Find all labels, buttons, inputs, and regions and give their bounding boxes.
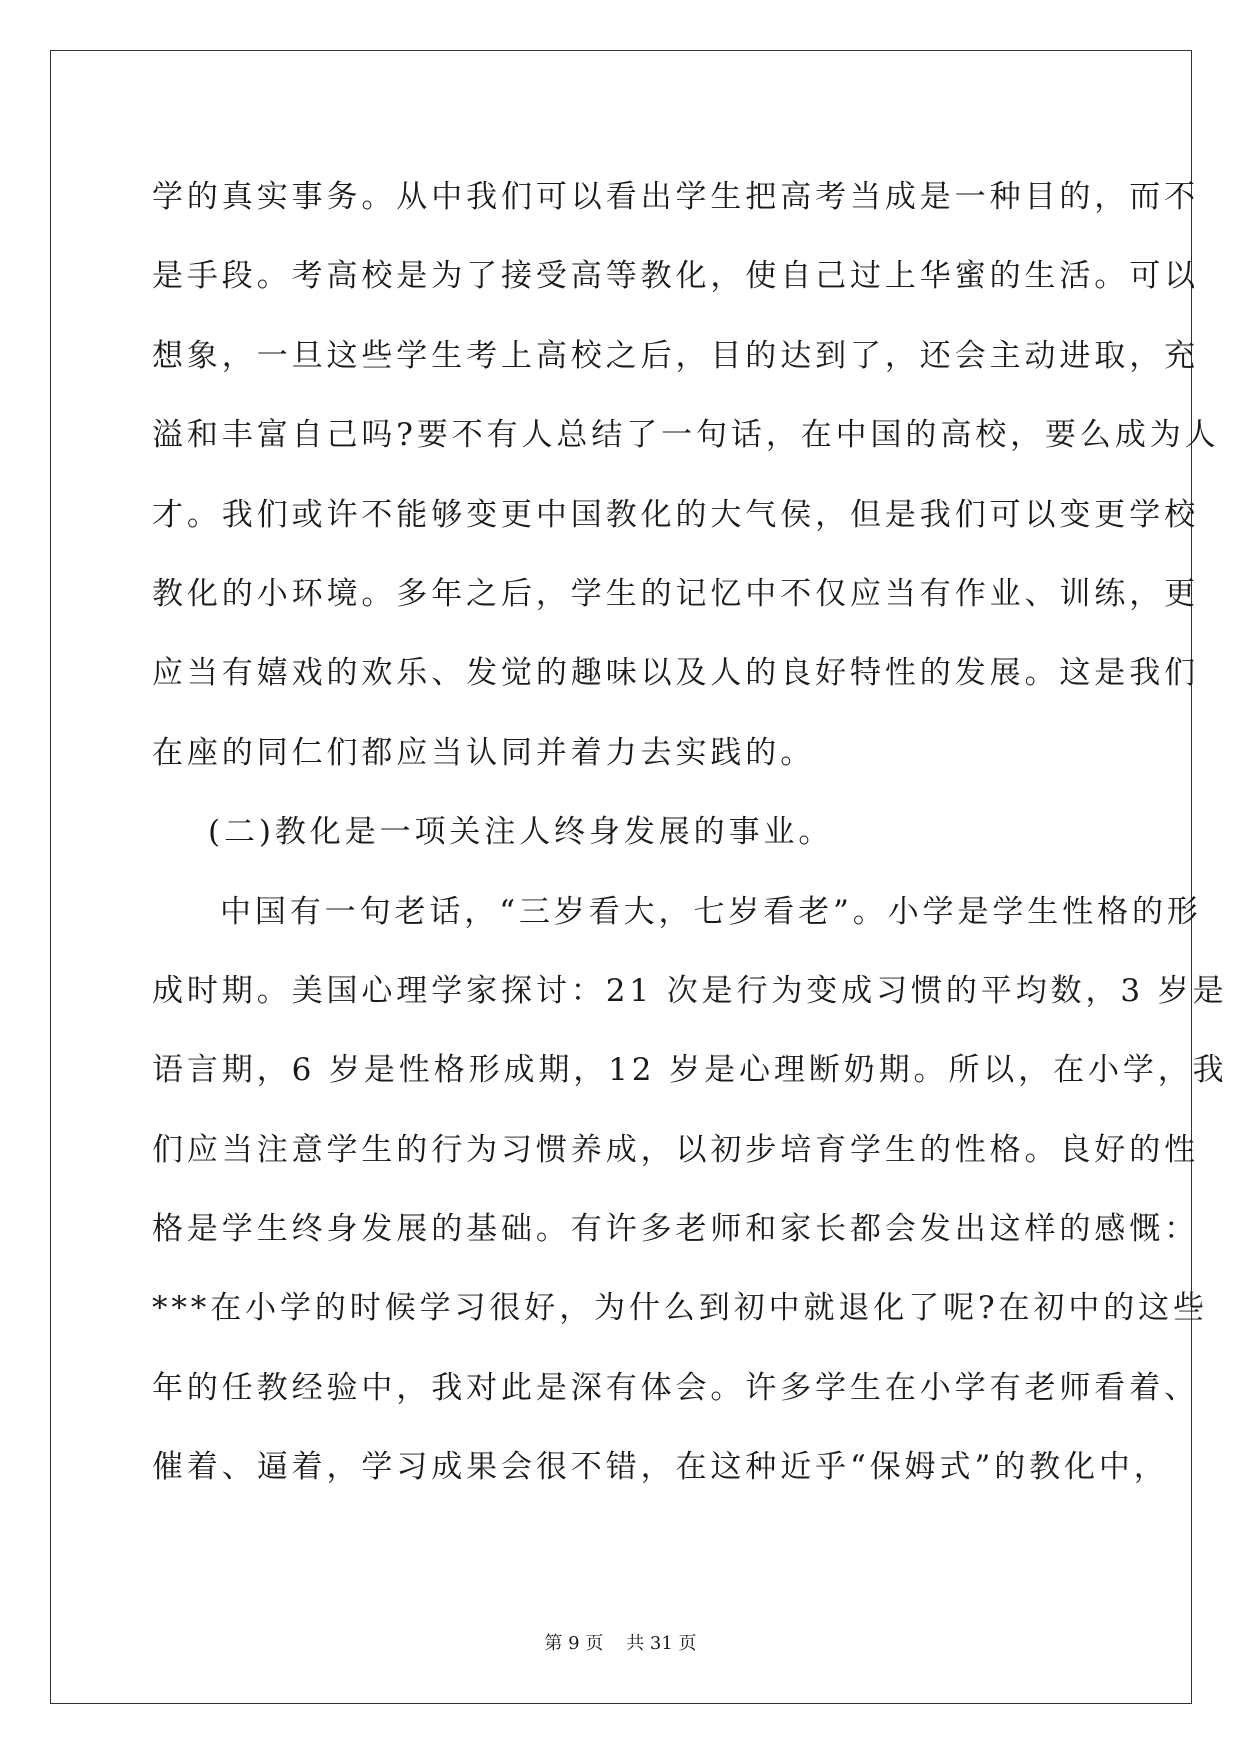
text-line: 溢和丰富自己吗?要不有人总结了一句话，在中国的高校，要么成为人: [152, 417, 1220, 454]
text-line: 是手段。考高校是为了接受高等教化，使自己过上华蜜的生活。可以: [152, 258, 1199, 295]
page-footer: [0, 1629, 1241, 1655]
text-line: 中国有一句老话，“三岁看大，七岁看老”。小学是学生性格的形: [220, 893, 1202, 930]
text-line: 应当有嬉戏的欢乐、发觉的趣味以及人的良好特性的发展。这是我们: [152, 655, 1199, 692]
text-line: 想象，一旦这些学生考上高校之后，目的达到了，还会主动进取，充: [152, 337, 1199, 374]
document-body: [152, 158, 1228, 1508]
section-heading: (二)教化是一项关注人终身发展的事业。: [208, 814, 834, 851]
page-number: 第 9 页 共 31 页: [544, 1633, 697, 1654]
text-line: 催着、逼着，学习成果会很不错，在这种近乎“保姆式”的教化中，: [152, 1449, 1169, 1486]
text-line: 格是学生终身发展的基础。有许多老师和家长都会发出这样的感慨：: [152, 1211, 1199, 1248]
text-line: 教化的小环境。多年之后，学生的记忆中不仅应当有作业、训练，更: [152, 575, 1199, 612]
text-line: 才。我们或许不能够变更中国教化的大气侯，但是我们可以变更学校: [152, 496, 1199, 533]
text-line: 年的任教经验中，我对此是深有体会。许多学生在小学有老师看着、: [152, 1369, 1199, 1406]
text-line: 在座的同仁们都应当认同并着力去实践的。: [152, 734, 816, 771]
text-line: 语言期，6 岁是性格形成期，12 岁是心理断奶期。所以，在小学，我: [152, 1052, 1228, 1089]
text-line: 们应当注意学生的行为习惯养成，以初步培育学生的性格。良好的性: [152, 1131, 1199, 1168]
text-line: 学的真实事务。从中我们可以看出学生把高考当成是一种目的，而不: [152, 179, 1199, 215]
text-line: 成时期。美国心理学家探讨：21 次是行为变成习惯的平均数，3 岁是: [152, 972, 1228, 1009]
text-line: ***在小学的时候学习很好，为什么到初中就退化了呢?在初中的这些: [152, 1290, 1208, 1327]
